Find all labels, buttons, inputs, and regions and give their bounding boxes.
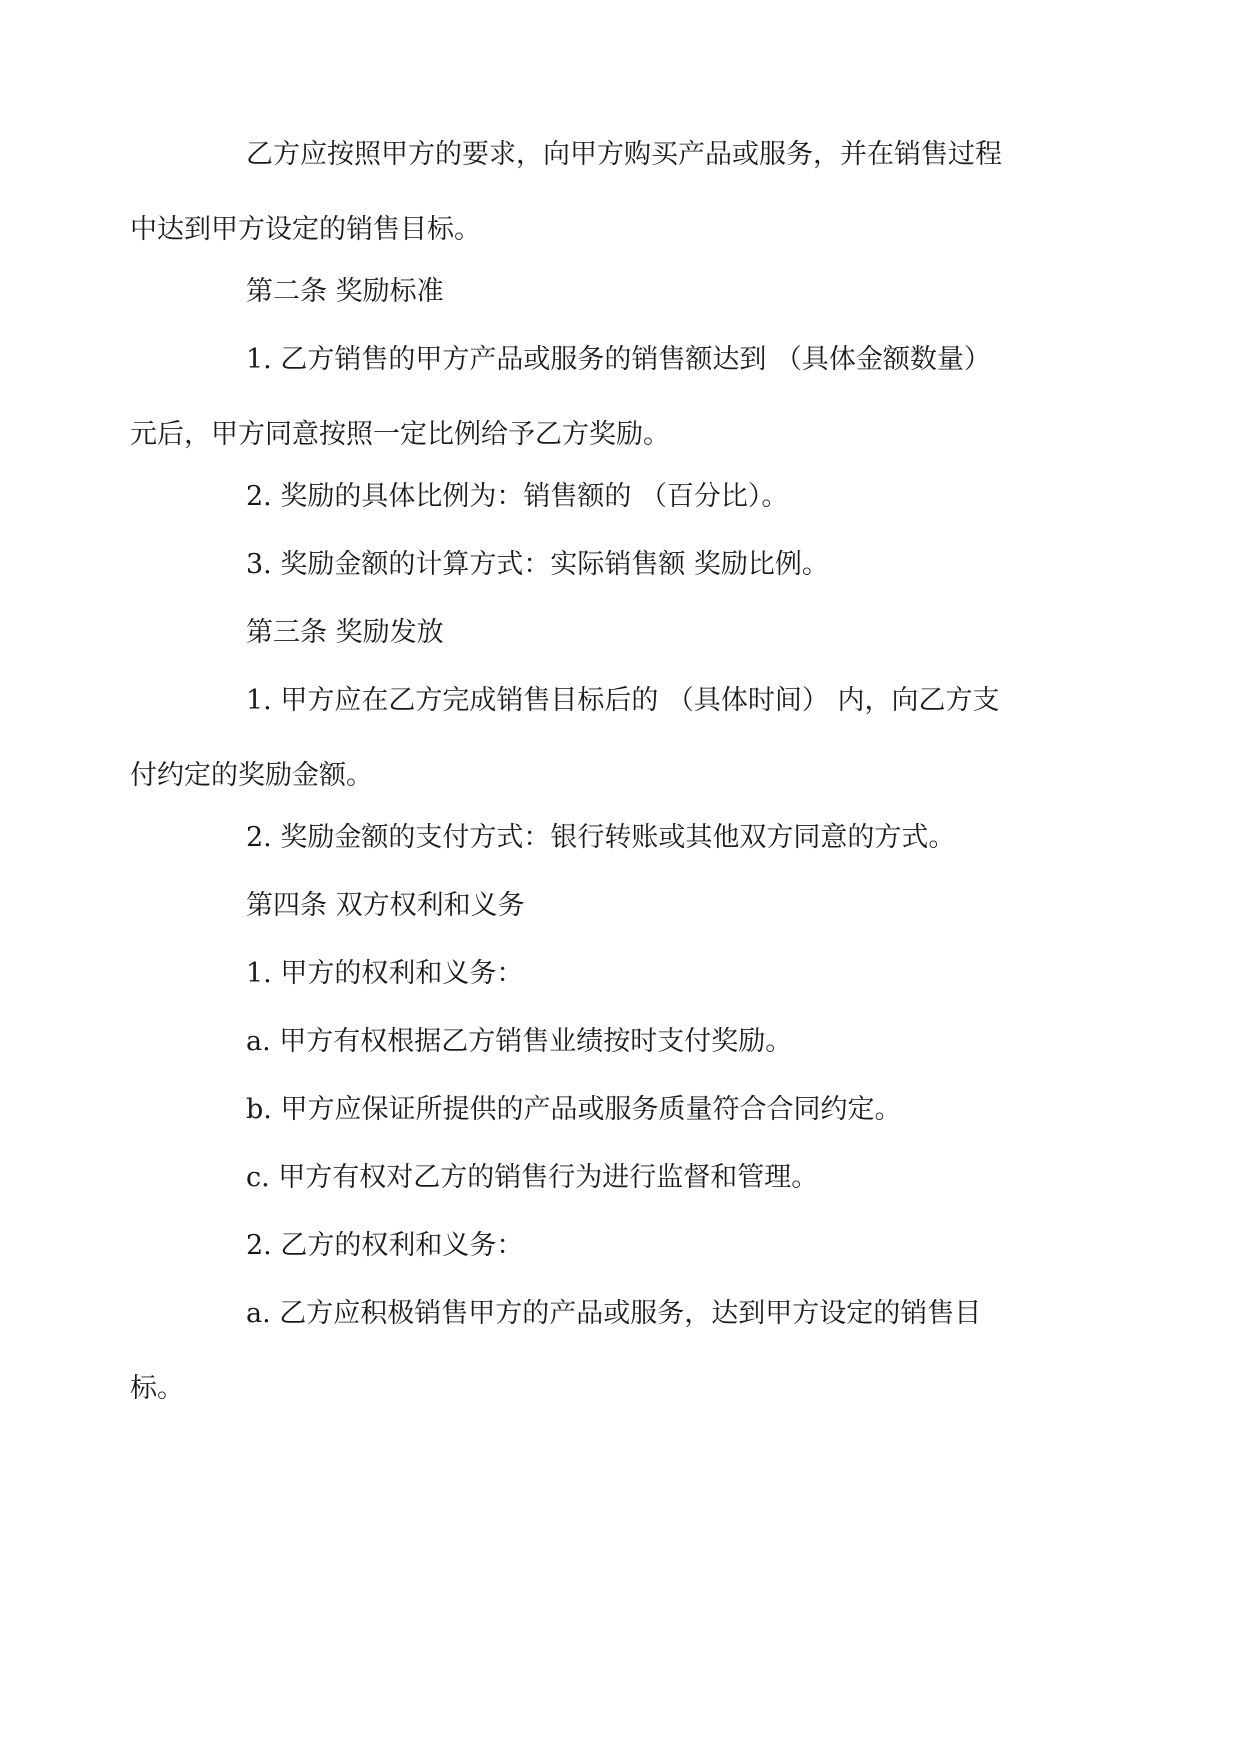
heading-article-3 xyxy=(188,595,1050,670)
text-line: 1. 甲方的权利和义务： xyxy=(246,958,524,989)
text-line: 第二条 奖励标准 xyxy=(246,276,444,307)
text-line: 2. 奖励金额的支付方式：银行转账或其他双方同意的方式。 xyxy=(246,822,956,853)
paragraph-purchase-obligation xyxy=(130,117,1050,267)
list-item-c1 xyxy=(188,1140,1050,1215)
text-line: 1. 甲方应在乙方完成销售目标后的 （具体时间） 内，向乙方支 xyxy=(246,685,1000,716)
list-item-a1 xyxy=(188,1004,1050,1079)
text-line: b. 甲方应保证所提供的产品或服务质量符合合同约定。 xyxy=(246,1094,902,1125)
text-line: a. 甲方有权根据乙方销售业绩按时支付奖励。 xyxy=(246,1026,793,1057)
heading-article-4 xyxy=(188,868,1050,943)
text-line: c. 甲方有权对乙方的销售行为进行监督和管理。 xyxy=(246,1162,819,1193)
list-item-a2 xyxy=(130,1276,1050,1426)
text-line: 第四条 双方权利和义务 xyxy=(246,890,525,921)
text-line: 第三条 奖励发放 xyxy=(246,617,444,648)
paragraph-party-a-rights xyxy=(188,936,1050,1011)
paragraph-reward-ratio xyxy=(188,459,1050,534)
list-item-b1 xyxy=(188,1072,1050,1147)
paragraph-payment-method xyxy=(188,800,1050,875)
text-line: 2. 奖励的具体比例为：销售额的 （百分比）。 xyxy=(246,481,789,512)
text-line: 乙方应按照甲方的要求，向甲方购买产品或服务，并在销售过程 xyxy=(246,139,1002,170)
text-line: 标。 xyxy=(130,1373,184,1404)
text-line: a. 乙方应积极销售甲方的产品或服务，达到甲方设定的销售目 xyxy=(246,1298,982,1329)
paragraph-reward-threshold xyxy=(130,322,1050,472)
paragraph-reward-calculation xyxy=(188,527,1050,602)
text-line: 元后，甲方同意按照一定比例给予乙方奖励。 xyxy=(130,419,670,450)
heading-article-2 xyxy=(188,254,1050,329)
paragraph-payment-timing xyxy=(130,663,1050,813)
text-line: 2. 乙方的权利和义务： xyxy=(246,1230,524,1261)
text-line: 付约定的奖励金额。 xyxy=(130,760,373,791)
text-line: 3. 奖励金额的计算方式：实际销售额 奖励比例。 xyxy=(246,549,829,580)
text-line: 中达到甲方设定的销售目标。 xyxy=(130,214,481,245)
text-line: 1. 乙方销售的甲方产品或服务的销售额达到 （具体金额数量） xyxy=(246,344,991,375)
paragraph-party-b-rights xyxy=(188,1208,1050,1283)
